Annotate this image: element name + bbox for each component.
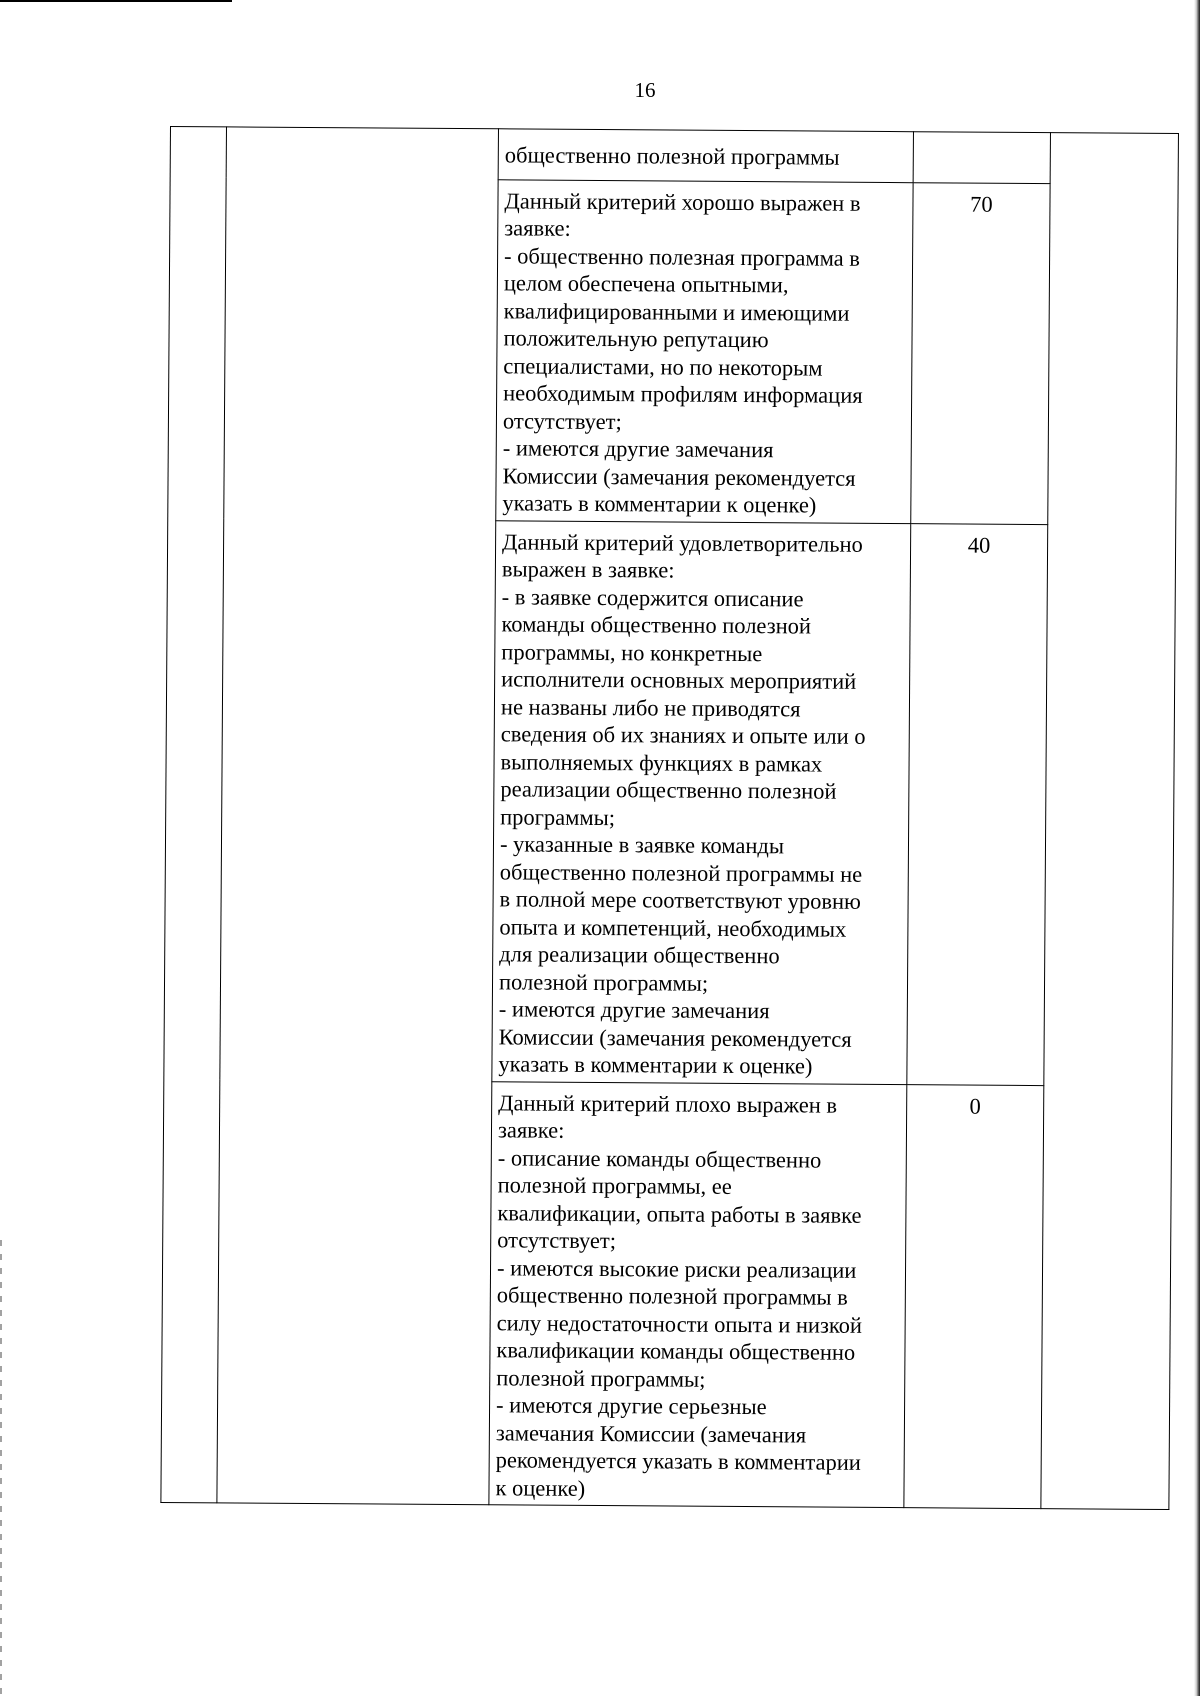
description-cell [489, 1081, 907, 1507]
description-text: Данный критерий удовлетворительно выражен в заявке: - в заявке содержится описание команды общественно полезной программы, но конкретные исполнители основных мероприятий не названы либо не приводятся сведения об их знаниях и опыте или о выполняемых функциях в рамках реализации общественно полезной программы; - указанные в заявке команды общественно полезной программы не в полной мере соответствуют уровню опыта и компетенций, необходимых для реализации общественно полезной программы; - имеются другие замечания Комиссии (замечания рекомендуется указать в комментарии к оценке) [498, 528, 866, 1079]
score-value [914, 132, 1050, 140]
score-cell [904, 1084, 1044, 1508]
page-number: 16 [634, 78, 656, 102]
number-cell [161, 127, 227, 1503]
description-cell [492, 520, 911, 1084]
description-cell [496, 179, 913, 523]
score-value: 70 [970, 191, 993, 217]
score-value: 40 [967, 532, 991, 558]
score-value: 0 [969, 1093, 981, 1119]
criterion-name-cell [217, 127, 499, 1505]
score-cell [913, 132, 1050, 183]
description-text: Данный критерий хорошо выражен в заявке: - общественно полезная программа в целом обеспечена опытными, квалифицированными и имеющими положительную репутацию специалистами, но по некоторым необходимым профилям информация отсутствует; - имеются другие замечания Комиссии (замечания рекомендуется указать в комментарии к оценке) [502, 187, 863, 518]
score-cell [911, 182, 1050, 524]
score-cell [907, 523, 1048, 1085]
scan-left-mark [0, 1240, 2, 1696]
scan-top-line [0, 0, 232, 2]
criteria-table [160, 126, 1179, 1510]
table-row [170, 127, 1178, 185]
description-cell [498, 129, 913, 182]
description-text: Данный критерий плохо выражен в заявке: - описание команды общественно полезной программы, ее квалификации, опыта работы в заявке отсутствует; - имеются высокие риски реализации общественно полезной программы в силу недостаточности опыта и низкой квалификации команды общественно полезной программы; - имеются другие серьезные замечания Комиссии (замечания рекомендуется указать в комментарии к оценке) [495, 1089, 863, 1501]
scan-edge-shadow [1194, 0, 1200, 1696]
comment-cell [1041, 133, 1179, 1510]
description-text: общественно полезной программы [504, 142, 840, 170]
